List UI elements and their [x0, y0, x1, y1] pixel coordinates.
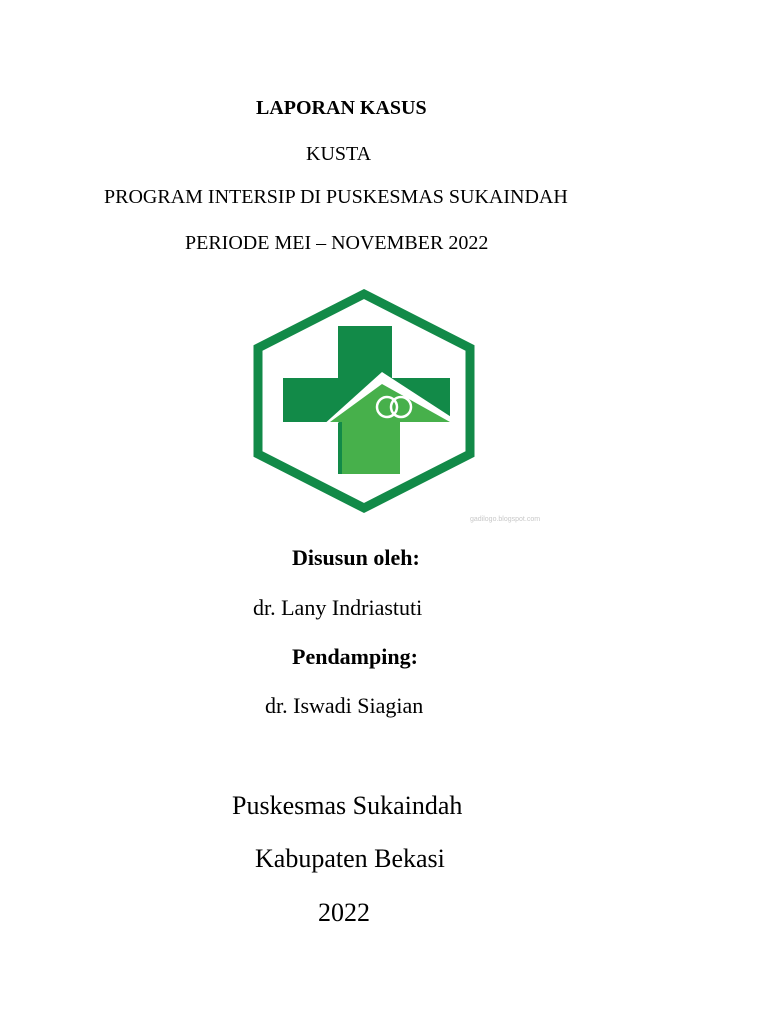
program-line: PROGRAM INTERSIP DI PUSKESMAS SUKAINDAH [104, 186, 568, 208]
report-year: 2022 [318, 898, 370, 927]
puskesmas-logo-icon [250, 288, 478, 514]
regency-name: Kabupaten Bekasi [255, 844, 445, 873]
report-title: LAPORAN KASUS [256, 97, 427, 119]
supervisor-name: dr. Iswadi Siagian [265, 693, 424, 718]
author-name: dr. Lany Indriastuti [253, 595, 423, 620]
logo-watermark: gadilogo.blogspot.com [470, 516, 541, 523]
institution-name: Puskesmas Sukaindah [232, 791, 463, 820]
period-line: PERIODE MEI – NOVEMBER 2022 [185, 232, 489, 254]
report-subject: KUSTA [306, 143, 372, 165]
author-label: Disusun oleh: [292, 545, 420, 570]
supervisor-label: Pendamping: [292, 644, 418, 669]
